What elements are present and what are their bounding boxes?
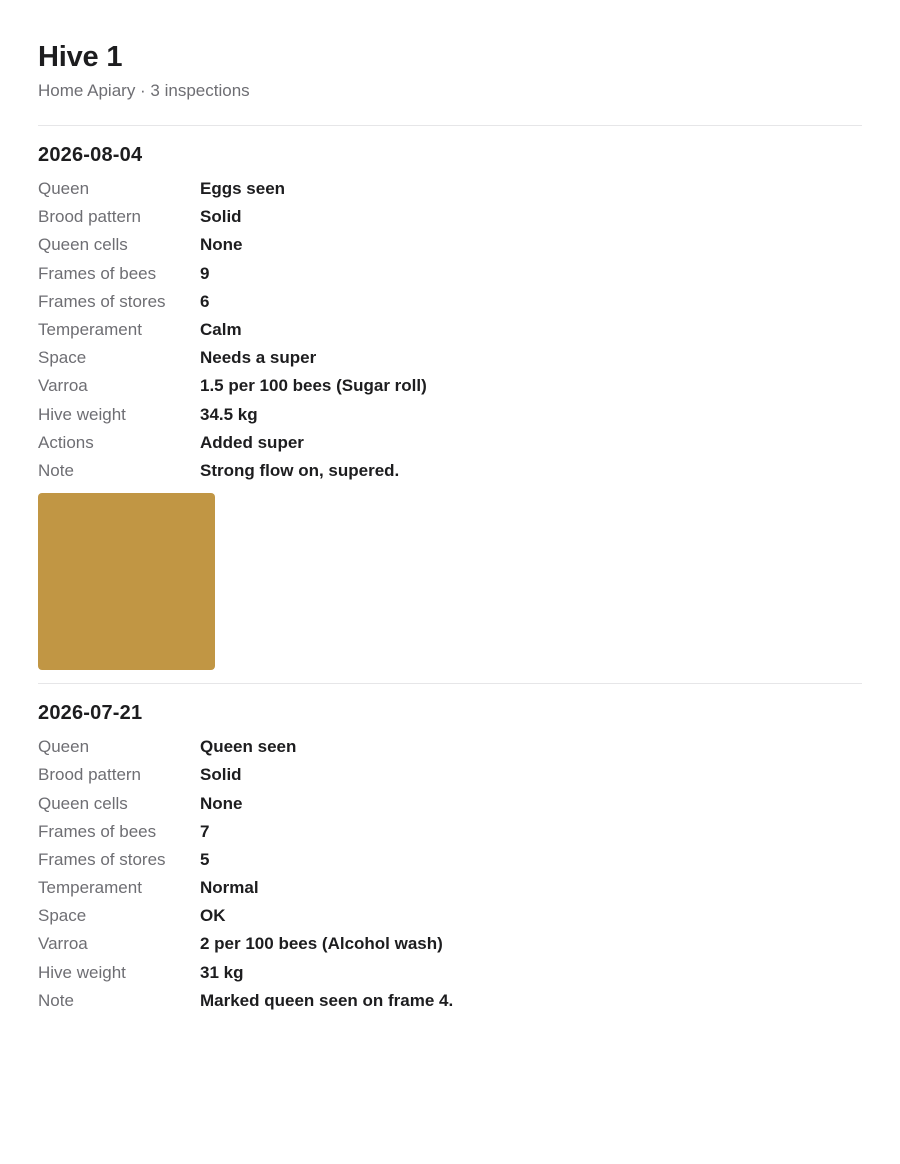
field-label: Varroa [38, 376, 88, 396]
field-value: Eggs seen [200, 179, 286, 199]
field-label: Frames of stores [38, 291, 166, 311]
inspection-card [38, 125, 862, 670]
field-label: Frames of stores [38, 849, 166, 869]
field-row-frames-of-stores [38, 846, 862, 874]
field-label: Queen cells [38, 235, 128, 255]
page-subtitle: Home Apiary · 3 inspections [38, 81, 250, 100]
field-row-queen [38, 175, 862, 203]
field-value: None [200, 793, 243, 813]
field-row-brood-pattern [38, 761, 862, 789]
field-value: Solid [200, 207, 242, 227]
field-label: Actions [38, 432, 94, 452]
field-value: None [200, 235, 243, 255]
field-row-frames-of-bees [38, 818, 862, 846]
field-row-varroa [38, 372, 862, 400]
field-value: 9 [200, 263, 210, 283]
field-value: Marked queen seen on frame 4. [200, 990, 454, 1010]
field-label: Queen [38, 179, 90, 199]
field-value: Calm [200, 320, 242, 340]
field-label: Frames of bees [38, 821, 157, 841]
field-row-hive-weight [38, 401, 862, 429]
field-row-brood-pattern [38, 203, 862, 231]
field-row-space [38, 344, 862, 372]
field-row-space [38, 902, 862, 930]
field-label: Note [38, 990, 74, 1010]
field-value: Solid [200, 765, 242, 785]
inspection-card [38, 683, 862, 1015]
field-label: Space [38, 906, 87, 926]
field-row-queen [38, 733, 862, 761]
field-value: Queen seen [200, 737, 297, 757]
field-value: Added super [200, 432, 304, 452]
field-row-note [38, 457, 862, 485]
hive-page [38, 38, 862, 1015]
field-row-temperament [38, 874, 862, 902]
field-value: 7 [200, 821, 210, 841]
field-label: Hive weight [38, 962, 126, 982]
field-label: Temperament [38, 878, 142, 898]
inspection-photo-thumbnail[interactable] [38, 493, 215, 670]
field-value: Needs a super [200, 348, 317, 368]
field-label: Queen cells [38, 793, 128, 813]
inspection-date: 2026-07-21 [38, 702, 143, 725]
field-label: Hive weight [38, 404, 126, 424]
field-value: Normal [200, 878, 259, 898]
field-value: Strong flow on, supered. [200, 460, 400, 480]
field-row-queen-cells [38, 789, 862, 817]
field-row-temperament [38, 316, 862, 344]
field-value: 5 [200, 849, 210, 869]
field-label: Brood pattern [38, 207, 142, 227]
field-row-queen-cells [38, 231, 862, 259]
field-row-varroa [38, 930, 862, 958]
field-row-frames-of-stores [38, 288, 862, 316]
field-value: 6 [200, 291, 210, 311]
field-value: 34.5 kg [200, 404, 258, 424]
field-row-frames-of-bees [38, 260, 862, 288]
field-label: Frames of bees [38, 263, 157, 283]
field-label: Space [38, 348, 87, 368]
field-label: Brood pattern [38, 765, 142, 785]
field-value: OK [200, 906, 226, 926]
field-value: 2 per 100 bees (Alcohol wash) [200, 934, 443, 954]
field-label: Queen [38, 737, 90, 757]
field-label: Note [38, 460, 74, 480]
field-label: Varroa [38, 934, 88, 954]
field-label: Temperament [38, 320, 142, 340]
field-value: 1.5 per 100 bees (Sugar roll) [200, 376, 427, 396]
page-title: Hive 1 [38, 41, 123, 73]
field-row-hive-weight [38, 959, 862, 987]
field-row-actions [38, 429, 862, 457]
field-value: 31 kg [200, 962, 244, 982]
inspection-date: 2026-08-04 [38, 144, 143, 166]
field-row-note [38, 987, 862, 1015]
